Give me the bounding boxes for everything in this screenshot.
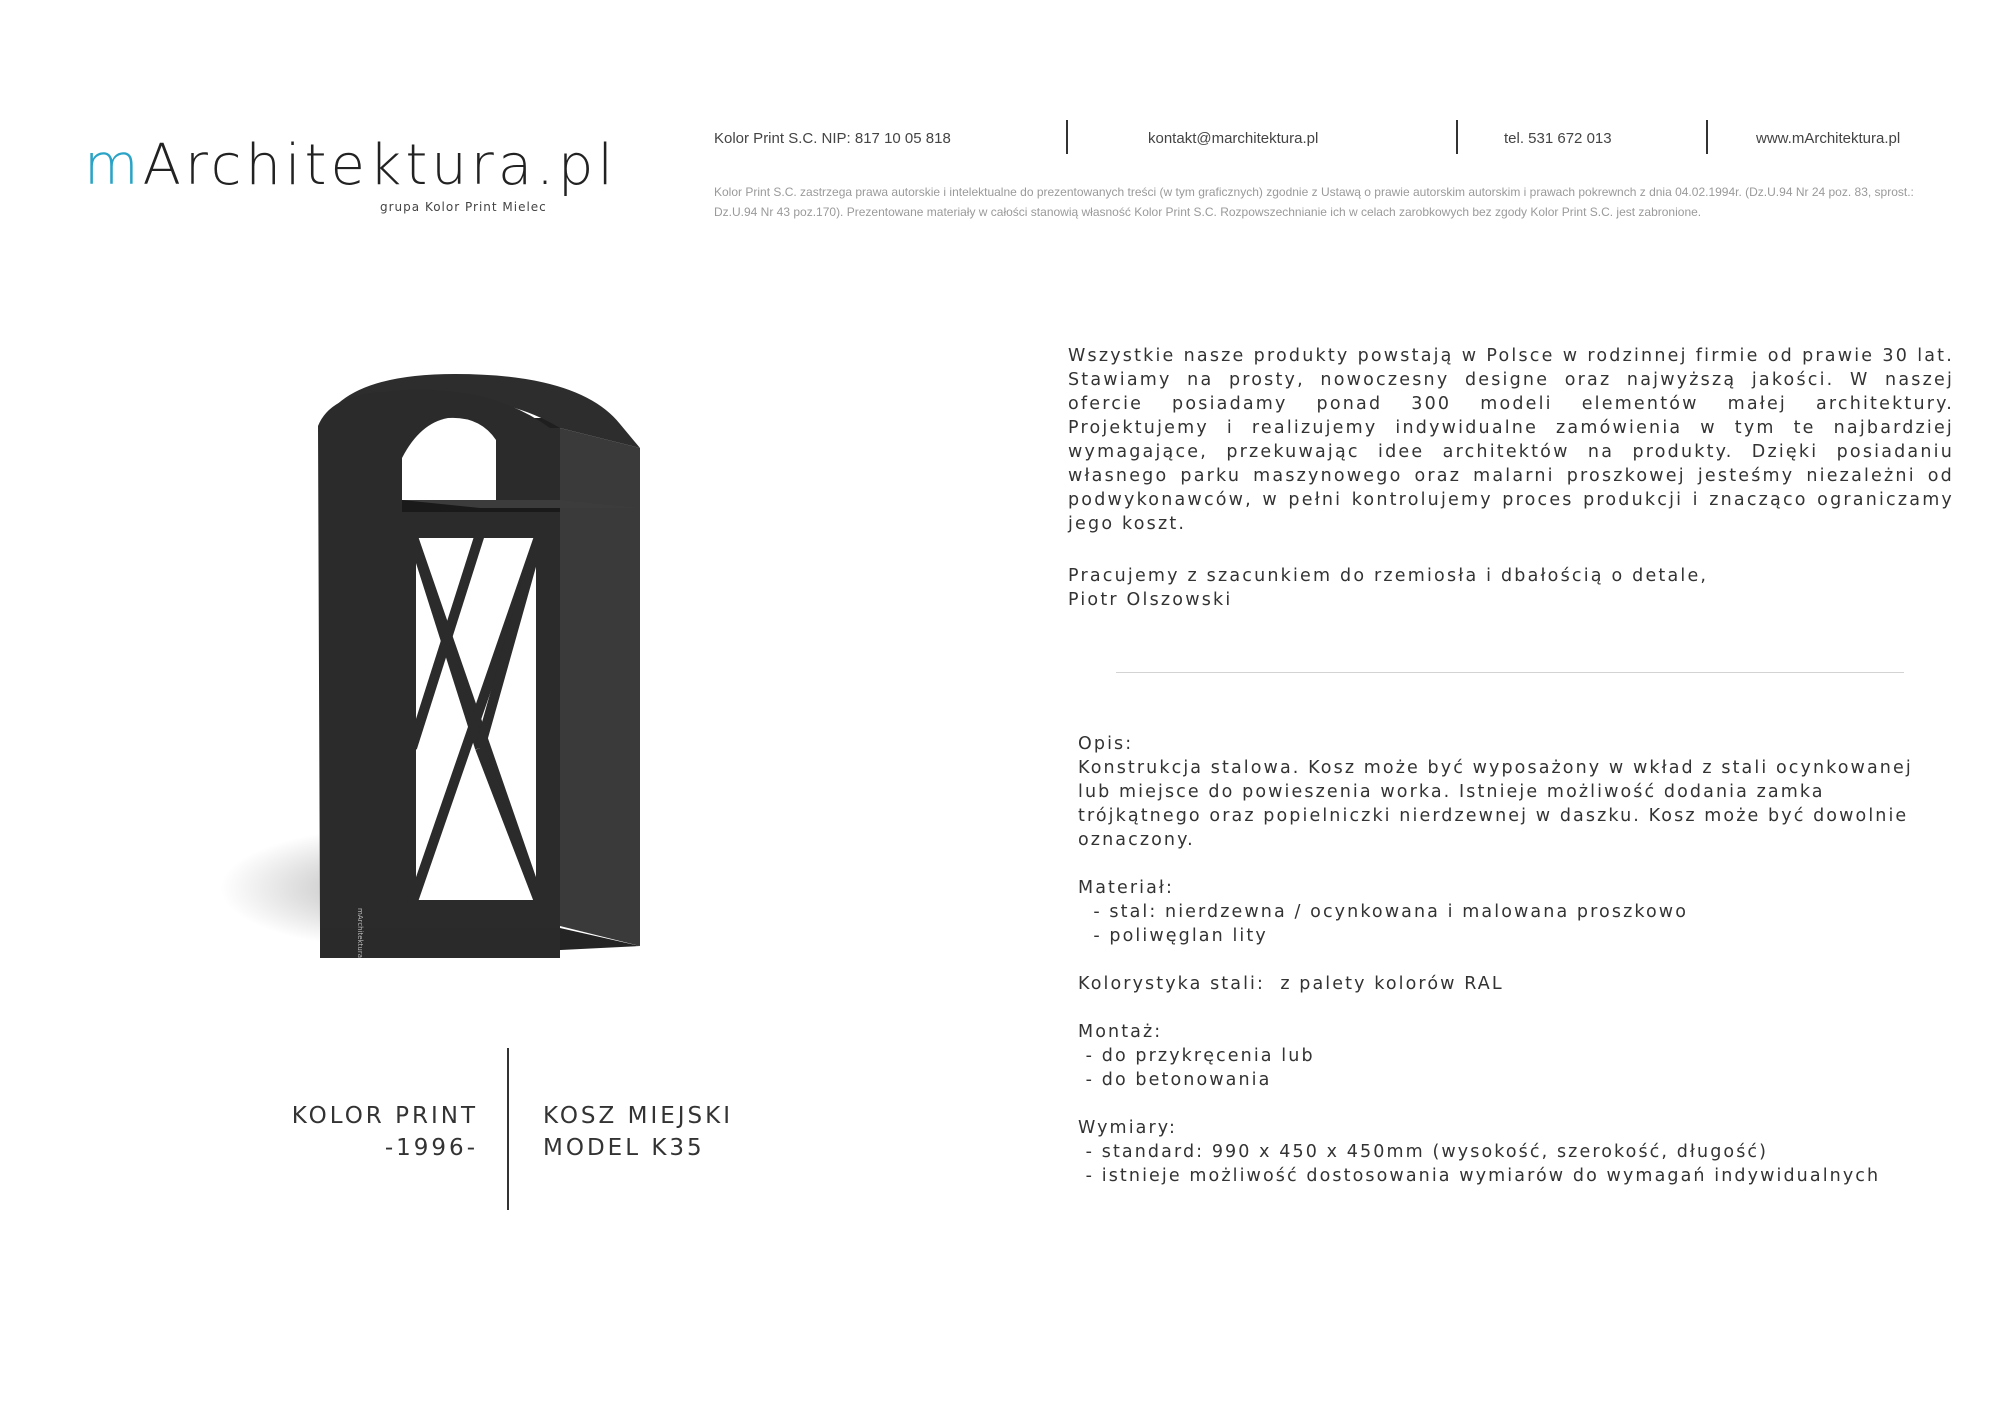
company-info: Kolor Print S.C. NIP: 817 10 05 818 [714,130,951,147]
header-divider-1 [1066,120,1068,154]
trash-bin-k35-image [180,368,700,988]
header-divider-2 [1456,120,1458,154]
product-caption-line1: KOSZ MIEJSKI [543,1103,734,1129]
logo-text: Architektura.pl [142,133,618,198]
intro-author: Piotr Olszowski [1068,590,1233,610]
contact-email[interactable]: kontakt@marchitektura.pl [1148,130,1319,147]
brand-logo [84,133,618,198]
contact-phone[interactable]: tel. 531 672 013 [1504,130,1612,147]
product-description: Opis: Konstrukcja stalowa. Kosz może być wyposażony w wkład z stali ocynkowanej lub miejsce do powieszenia worka. Istnieje możliwość dodania zamka trójkątnego oraz popielniczki nierdzewnej w daszku. Kosz może być dowolnie oznaczony. Materiał: - stal: nierdzewna / ocynkowana i malowana proszkowo - poliwęglan lity Kolorystyka stali: z palety kolorów RAL Montaż: - do przykręcenia lub - do betonowania Wymiary: - standard: 990 x 450 x 450mm (wysokość, szerokość, długość) - istnieje możliwość dostosowania wymiarów do wymagań indywidualnych [1078,734,1913,1186]
website-link[interactable]: www.mArchitektura.pl [1756,130,1901,147]
legal-notice: Kolor Print S.C. zastrzega prawa autorskie i intelektualne do prezentowanych treści (w tym graficznych) zgodnie z Ustawą o prawie autorskim autorskim i prawach pokrewnch z dnia 04.02.1994r. (Dz.U.94 Nr 24 poz. 83, sprost.: Dz.U.94 Nr 43 poz.170). Prezentowane materiały w całości stanowią własność Kolor Print S.C. Rozpowszechnianie ich w celach zarobkowych bez zgody Kolor Print S.C. jest zabronione. [714,185,1914,219]
product-caption-line2: MODEL K35 [543,1135,705,1161]
product-caption [543,1100,733,1164]
brand-caption-line2: -1996- [384,1135,478,1161]
header-divider-3 [1706,120,1708,154]
intro-signature [1068,564,1708,612]
caption-divider [507,1048,509,1210]
logo-m: m [84,133,143,198]
section-divider [1116,672,1904,673]
brand-caption-line1: KOLOR PRINT [291,1103,478,1129]
logo-subtitle: grupa Kolor Print Mielec [380,200,547,214]
svg-text:mArchitektura: mArchitektura [356,908,364,959]
intro-paragraph: Wszystkie nasze produkty powstają w Polsce w rodzinnej firmie od prawie 30 lat. Stawiamy na prosty, nowoczesny designe oraz najwyższą jakości. W naszej ofercie posiadamy ponad 300 modeli elementów małej architektury. Projektujemy i realizujemy indywidualne zamówienia w tym te najbardziej wymagające, przekuwając idee architektów na produkty. Dzięki posiadaniu własnego parku maszynowego oraz malarni proszkowej jesteśmy niezależni od podwykonawców, w pełni kontrolujemy proces produkcji i znacząco ograniczamy jego koszt. [1068,346,1954,534]
brand-caption [292,1100,478,1164]
intro-text [1068,344,1954,536]
intro-closing: Pracujemy z szacunkiem do rzemiosła i dbałością o detale, [1068,566,1709,586]
